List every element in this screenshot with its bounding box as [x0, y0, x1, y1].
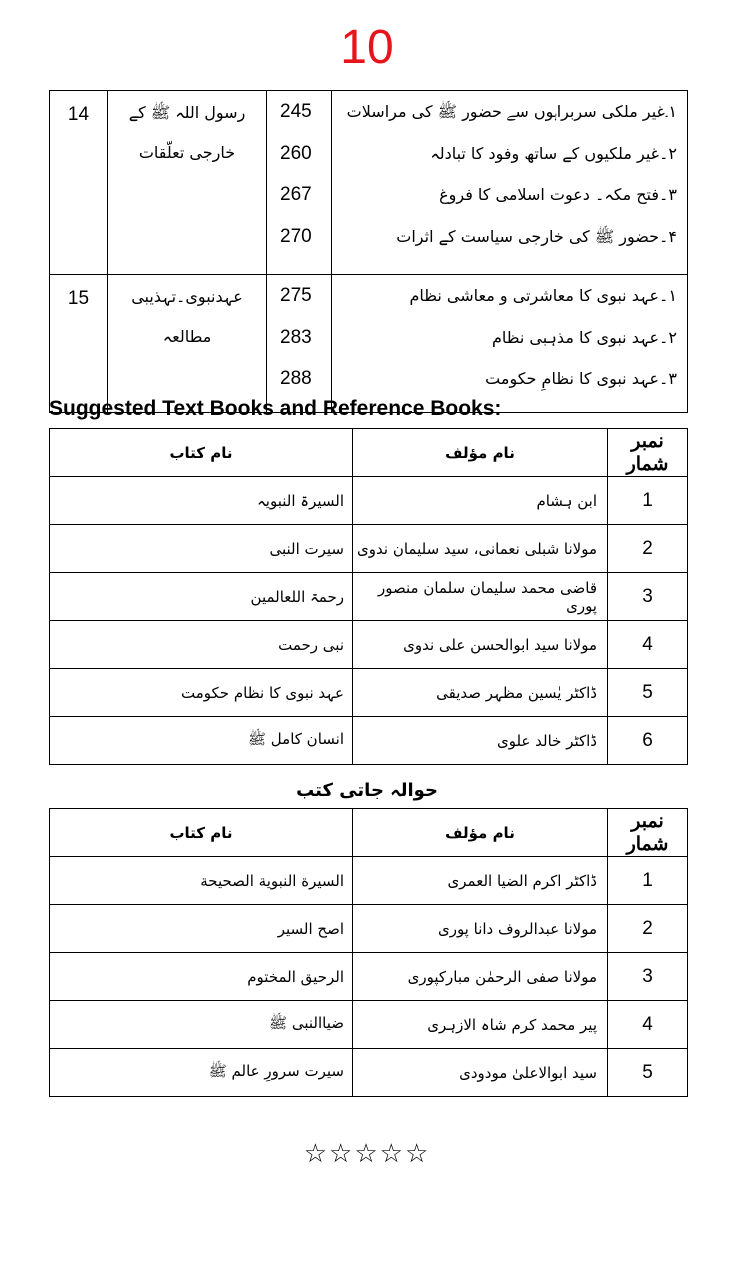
- author-name: مولانا عبدالروف دانا پوری: [353, 905, 608, 953]
- table-row: [50, 275, 688, 413]
- topics-table: [49, 90, 688, 413]
- table-row: [50, 1049, 688, 1097]
- author-name: ڈاکٹر اکرم الضیا العمری: [353, 857, 608, 905]
- text-books-heading: Suggested Text Books and Reference Books:: [49, 397, 502, 420]
- serial-number: 2: [608, 525, 688, 573]
- book-title: اصح السیر: [50, 905, 353, 953]
- chapter-number: 14: [50, 91, 108, 275]
- table-header-row: [50, 809, 688, 857]
- serial-number: 4: [608, 1001, 688, 1049]
- page-ref: 267: [280, 184, 312, 205]
- book-column-header: نام کتاب: [50, 429, 353, 477]
- author-name: مولانا شبلی نعمانی، سید سلیمان ندوی: [353, 525, 608, 573]
- table-row: [50, 717, 688, 765]
- table-row: [50, 91, 688, 275]
- serial-number: 5: [608, 669, 688, 717]
- text-books-table: [49, 428, 688, 765]
- serial-number: 5: [608, 1049, 688, 1097]
- author-column-header: نام مؤلف: [353, 809, 608, 857]
- serial-number: 4: [608, 621, 688, 669]
- topic-item: ۱۔غیر ملکی سربراہوں سے حضور ﷺ کی مراسلات: [346, 102, 677, 121]
- book-title: السیرة النبویة الصحیحة: [50, 857, 353, 905]
- topic-item: ۲۔غیر ملکیوں کے ساتھ وفود کا تبادلہ: [430, 143, 677, 163]
- topics-cell: [332, 275, 688, 413]
- table-row: [50, 905, 688, 953]
- page-ref: 283: [280, 326, 312, 348]
- author-name: قاضی محمد سلیمان سلمان منصور پوری: [353, 573, 608, 621]
- page-ref: 260: [280, 142, 312, 164]
- table-row: [50, 525, 688, 573]
- page-numbers-cell: [267, 275, 332, 413]
- serial-number: 1: [608, 477, 688, 525]
- book-title: الرحیق المختوم: [50, 953, 353, 1001]
- topic-item: ۲۔عہد نبوی کا مذہبی نظام: [491, 327, 677, 347]
- book-title: رحمۃ اللعالمین: [50, 573, 353, 621]
- chapter-title: رسول اللہ ﷺ کے خارجی تعلّقات: [108, 91, 267, 275]
- chapter-number: 15: [50, 275, 108, 413]
- page-ref: 275: [280, 285, 312, 306]
- topic-item: ۳۔فتح مکہ۔ دعوت اسلامی کا فروغ: [439, 185, 677, 204]
- chapter-title: عہدنبوی۔تہذیبی مطالعہ: [108, 275, 267, 413]
- reference-books-table: [49, 808, 688, 1097]
- serial-number: 2: [608, 905, 688, 953]
- page-ref: 245: [280, 101, 312, 122]
- book-title: عہد نبوی کا نظام حکومت: [50, 669, 353, 717]
- book-title: السیرۃ النبویہ: [50, 477, 353, 525]
- book-title: ضیاالنبی ﷺ: [50, 1001, 353, 1049]
- table-row: [50, 621, 688, 669]
- table-row: [50, 857, 688, 905]
- author-name: مولانا سید ابوالحسن علی ندوی: [353, 621, 608, 669]
- topic-item: ۴۔حضور ﷺ کی خارجی سیاست کے اثرات: [396, 226, 677, 246]
- author-column-header: نام مؤلف: [353, 429, 608, 477]
- page-ref: 270: [280, 225, 312, 247]
- author-name: سید ابوالاعلیٰ مودودی: [353, 1049, 608, 1097]
- author-name: ابن ہشام: [353, 477, 608, 525]
- table-row: [50, 1001, 688, 1049]
- table-header-row: [50, 429, 688, 477]
- book-title: سیرت النبی: [50, 525, 353, 573]
- book-title: نبی رحمت: [50, 621, 353, 669]
- serial-number: 1: [608, 857, 688, 905]
- reference-books-heading: حوالہ جاتی کتب: [296, 780, 438, 801]
- serial-number: 6: [608, 717, 688, 765]
- topics-cell: [332, 91, 688, 275]
- table-row: [50, 953, 688, 1001]
- number-column-header: نمبر شمار: [608, 429, 688, 477]
- number-column-header: نمبر شمار: [608, 809, 688, 857]
- book-title: سیرت سرورِ عالم ﷺ: [50, 1049, 353, 1097]
- page-numbers-cell: [267, 91, 332, 275]
- topic-item: ۳۔عہد نبوی کا نظامِ حکومت: [485, 369, 677, 388]
- book-column-header: نام کتاب: [50, 809, 353, 857]
- table-row: [50, 669, 688, 717]
- end-stars: ☆☆☆☆☆: [303, 1139, 431, 1169]
- table-row: [50, 477, 688, 525]
- author-name: ڈاکٹر یٰسین مظہر صدیقی: [353, 669, 608, 717]
- page-number: 10: [340, 21, 394, 74]
- serial-number: 3: [608, 573, 688, 621]
- page-ref: 288: [280, 368, 312, 389]
- author-name: پیر محمد کرم شاہ الازہری: [353, 1001, 608, 1049]
- book-title: انسان کامل ﷺ: [50, 717, 353, 765]
- table-row: [50, 573, 688, 621]
- topic-item: ۱۔عہد نبوی کا معاشرتی و معاشی نظام: [409, 286, 677, 305]
- serial-number: 3: [608, 953, 688, 1001]
- author-name: مولانا صفی الرحمٰن مبارکپوری: [353, 953, 608, 1001]
- author-name: ڈاکٹر خالد علوی: [353, 717, 608, 765]
